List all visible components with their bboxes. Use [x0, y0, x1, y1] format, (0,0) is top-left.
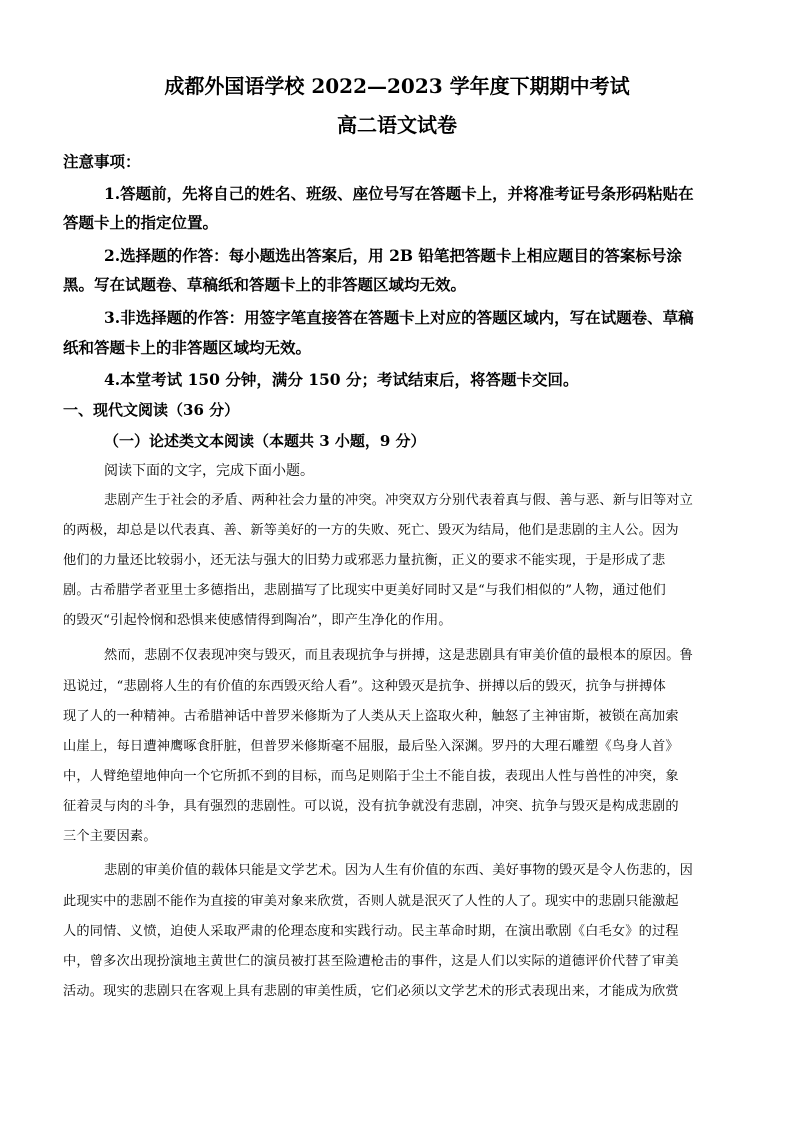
exam-title: 成都外国语学校 2022—2023 学年度下期期中考试 — [164, 74, 630, 98]
passage-line: 活动。现实的悲剧只在客观上具有悲剧的审美性质，它们必须以文学艺术的形式表现出来，才能成为欣赏 — [63, 984, 679, 999]
passage-line: 悲剧的审美价值的载体只能是文学艺术。因为人生有价值的东西、美好事物的毁灭是令人伤悲的，因 — [104, 863, 694, 878]
exam-subtitle: 高二语文试卷 — [337, 113, 457, 137]
notice-line: 4.本堂考试 150 分钟，满分 150 分；考试结束后，将答题卡交回。 — [104, 370, 579, 389]
passage-line: 人的同情、义愤，迫使人采取严肃的伦理态度和实践行动。民主革命时期，在演出歌剧《白毛女》的过程 — [63, 924, 679, 939]
subsection-heading: （一）论述类文本阅读（本题共 3 小题，9 分） — [104, 432, 426, 450]
passage-line: 此现实中的悲剧不能作为直接的审美对象来欣赏，否则人就是泯灭了人性的人了。现实中的悲剧只能激起 — [63, 894, 679, 909]
passage-line: 悲剧产生于社会的矛盾、两种社会力量的冲突。冲突双方分别代表着真与假、善与恶、新与旧等对立 — [104, 493, 694, 508]
notice-line: 2.选择题的作答：每小题选出答案后，用 2B 铅笔把答题卡上相应题目的答案标号涂 — [104, 246, 682, 265]
passage-line: 征着灵与肉的斗争，具有强烈的悲剧性。可以说，没有抗争就没有悲剧，冲突、抗争与毁灭是构成悲剧的 — [63, 799, 679, 814]
passage-line: 的毁灭“引起怜悯和恐惧来使感情得到陶冶”，即产生净化的作用。 — [63, 613, 452, 628]
passage-line: 剧。古希腊学者亚里士多德指出，悲剧描写了比现实中更美好同时又是“与我们相似的”人物，通过他们 — [63, 583, 666, 598]
passage-line: 然而，悲剧不仅表现冲突与毁灭，而且表现抗争与拼搏，这是悲剧具有审美价值的最根本的原因。鲁 — [104, 648, 694, 663]
passage-line: 中，曾多次出现扮演地主黄世仁的演员被打甚至险遭枪击的事件，这是人们以实际的道德评价代替了审美 — [63, 954, 679, 969]
passage-line: 山崖上，每日遭神鹰啄食肝脏，但普罗米修斯毫不屈服，最后坠入深渊。罗丹的大理石雕塑《鸟身人首》 — [63, 739, 679, 754]
section-heading: 一、现代文阅读（36 分） — [63, 401, 240, 419]
passage-line: 三个主要因素。 — [63, 829, 157, 844]
passage-line: 现了人的一种精神。古希腊神话中普罗米修斯为了人类从天上盗取火种，触怒了主神宙斯，被锁在高加索 — [63, 709, 679, 724]
notice-line: 纸和答题卡上的非答题区域均无效。 — [63, 338, 312, 357]
notice-line: 黑。写在试题卷、草稿纸和答题卡上的非答题区域均无效。 — [63, 275, 467, 294]
passage-line: 中，人臂绝望地伸向一个它所抓不到的目标，而鸟足则陷于尘土不能自拔，表现出人性与兽性的冲突，象 — [63, 769, 679, 784]
notice-line: 3.非选择题的作答：用签字笔直接答在答题卡上对应的答题区域内，写在试题卷、草稿 — [104, 308, 694, 327]
notice-heading: 注意事项： — [63, 152, 141, 171]
passage-line: 他们的力量还比较弱小，还无法与强大的旧势力或邪恶力量抗衡，正义的要求不能实现，于是形成了悲 — [63, 553, 666, 568]
passage-line: 的两极，却总是以代表真、善、新等美好的一方的失败、死亡、毁灭为结局，他们是悲剧的主人公。因为 — [63, 523, 679, 538]
notice-line: 1.答题前，先将自己的姓名、班级、座位号写在答题卡上，并将准考证号条形码粘贴在 — [104, 184, 694, 203]
passage-line: 迅说过，“悲剧将人生的有价值的东西毁灭给人看”。这种毁灭是抗争、拼搏以后的毁灭，抗争与拼搏体 — [63, 679, 666, 694]
notice-line: 答题卡上的指定位置。 — [63, 213, 219, 232]
reading-instruction: 阅读下面的文字，完成下面小题。 — [104, 463, 314, 479]
